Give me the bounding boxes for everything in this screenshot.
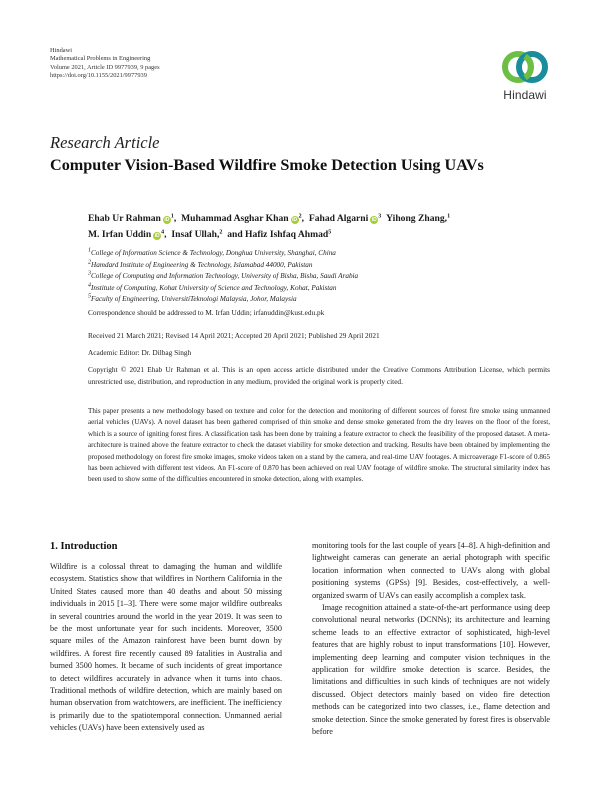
affiliation-item: $^5$Faculty of Engineering, UniversitiTeknologi Malaysia, Johor, Malaysia	[88, 293, 297, 304]
publication-dates: Received 21 March 2021; Revised 14 April 2021; Accepted 20 April 2021; Published 29 April 2021	[88, 331, 380, 340]
affiliation-item: $^4$Institute of Computing, Kohat University of Science and Technology, Kohat, Pakistan	[88, 282, 337, 292]
author-3: Fahad Algarni $iD^3$	[308, 213, 382, 224]
doi-link[interactable]: https://doi.org/10.1155/2021/9977939	[50, 71, 147, 79]
correspondence: Correspondence should be addressed to M. Irfan Uddin; irfanuddin@kust.edu.pk	[88, 308, 325, 317]
affiliation-list	[88, 248, 358, 306]
journal-header	[50, 47, 160, 80]
affiliation-item: $^2$Hamdard Institute of Engineering & Technology, Islamabad 44000, Pakistan	[88, 259, 313, 269]
journal-name: Mathematical Problems in Engineering	[50, 55, 151, 63]
body-paragraph: Image recognition attained a state-of-the-art performance using deep convolutional neural networks (DCNNs); its architecture and learning scheme leads to an effective extractor of sophisticated, high-level features that are highly robust to input transformations [10]. However, implementing deep learning and computer vision techniques in the application for wildfire smoke detection is scarce. Besides, the limitations and difficulties in such kinds of techniques are not widely discussed. Object detectors mainly based on video fire detection methods can be categorized into two classes, i.e., flame detection and smoke detection. Since the smoke generated by forest fires is observable before	[312, 603, 550, 737]
hindawi-logo-icon	[499, 47, 551, 87]
orcid-icon[interactable]: iD	[164, 217, 170, 223]
body-paragraph: Wildfire is a colossal threat to damaging the human and wildlife ecosystem. Statistics show that wildfires in Northern California in the United States caused more than 40 deaths and about 50 missing individuals in 2015 [1–3]. There were some major wildfire outbreaks in several countries around the world in the year 2019. It was seen to be the most unfortunate year for such incidents. Moreover, 3500 square miles of the Amazon rainforest have been burnt down by wildfires. A forest fire recently caused 89 fatalities in Australia and burned 3500 homes. It became of such incidents of great importance to detect wildfires accurately in advance when it turns into chaos. Traditional methods of wildfire detection, which are mainly based on human observation from watchtowers, are inefficient. The inefficiency is primarily due to the spatiotemporal connection. Unmanned aerial vehicles (UAVs) have been extensively used as	[50, 562, 282, 733]
volume-line: Volume 2021, Article ID 9977939, 9 pages	[50, 63, 160, 71]
author-4: Yihong Zhang,$^1$	[386, 213, 451, 224]
abstract: This paper presents a new methodology based on texture and color for the detection and monitoring of different sources of forest fire smoke using unmanned aerial vehicles (UAVs). A novel dataset has been gathered comprised of thin smoke and dense smoke generated from the dry leaves on the floor of the forest, which is a source of igniting forest fires. A classification task has been done by training a feature extractor to check the feasibility of the proposed dataset. A meta-architecture is trained above the feature extractor to check the dataset viability for smoke detection and tracking. Results have been obtained by implementing the proposed methodology on forest fire smoke images, smoke videos taken on a stand by the camera, and real-time UAV footages. A microaverage F1-score of 0.865 has been achieved with different test videos. An F1-score of 0.870 has been achieved on real UAV footage of wildfire smoke. The structural similarity index has been used to show some of the difficulties encountered in smoke detection, along with examples.	[88, 407, 550, 484]
author-2: Muhammad Asghar Khan $iD^2$,	[181, 213, 305, 224]
author-6: Insaf Ullah,$^2$	[171, 229, 223, 240]
publisher-name: Hindawi	[50, 47, 73, 54]
orcid-icon[interactable]: iD	[292, 217, 298, 223]
article-type: Research Article	[50, 133, 160, 152]
author-1: Ehab Ur Rahman $iD^1$,	[88, 213, 177, 224]
section-heading: 1. Introduction	[50, 541, 118, 552]
orcid-icon[interactable]: iD	[371, 217, 377, 223]
affiliation-item: $^1$College of Information Science & Technology, Donghua University, Shanghai, China	[88, 247, 336, 257]
body-paragraph: monitoring tools for the last couple of years [4–8]. A high-definition and lightweight cameras can generate an aerial photograph with specific location information when connected to UAVs along with global positioning systems (GPSs) [9]. Besides, cost-effectively, a well-organized swarm of UAVs can easily accomplish a complex task.	[312, 541, 550, 600]
author-5: M. Irfan Uddin $iD^4$,	[88, 229, 167, 240]
academic-editor: Academic Editor: Dr. Dilbag Singh	[88, 348, 192, 357]
paper-title: Computer Vision-Based Wildfire Smoke Detection Using UAVs	[50, 156, 484, 174]
affiliation-item: $^3$College of Computing and Information Technology, University of Bisha, Bisha, Saudi Arabia	[88, 270, 359, 281]
body-column-left	[50, 561, 282, 735]
copyright-notice: Copyright © 2021 Ehab Ur Rahman et al. This is an open access article distributed under the Creative Commons Attribution License, which permits unrestricted use, distribution, and reproduction in any medium, provided the original work is properly cited.	[88, 365, 550, 386]
orcid-icon[interactable]: iD	[154, 233, 160, 239]
author-7: and Hafiz Ishfaq Ahmad$^5$	[227, 229, 332, 240]
body-column-right	[312, 540, 550, 739]
author-list	[88, 211, 558, 243]
hindawi-logo	[494, 47, 556, 103]
hindawi-wordmark: Hindawi	[503, 88, 547, 102]
